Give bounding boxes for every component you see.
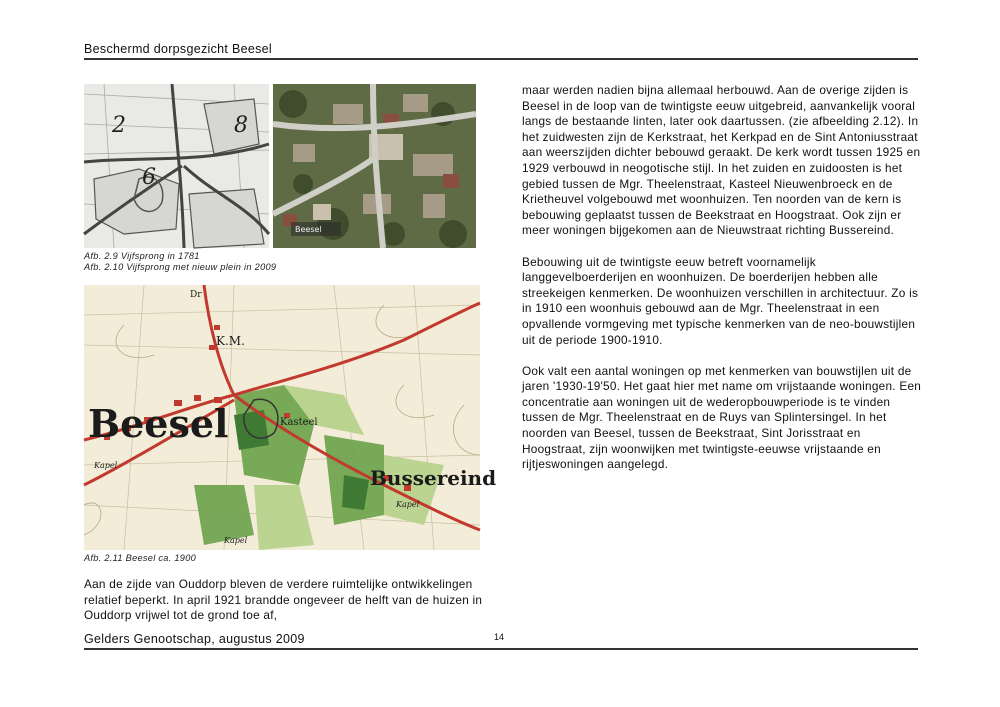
- historic-map-label-8: 8: [234, 113, 248, 138]
- header-rule: [84, 58, 918, 60]
- footer-rule: [84, 648, 918, 650]
- historic-map-label-2: 2: [112, 113, 126, 138]
- caption-fig-2-10: Afb. 2.10 Vijfsprong met nieuw plein in 2009: [84, 262, 277, 272]
- right-paragraph-2: Bebouwing uit de twintigste eeuw betreft voornamelijk langgevelboerderijen en woonhuizen. De boerderijen hebben alle streekeigen kenmerken. De woonhuizen verschillen in architectuur. Zo is in 1910 een woonhuis gebouwd aan de Mgr. Theelenstraat in een opvallende vormgeving met typische kenmerken van de neo-bouwstijlen uit de periode 1900-1910.: [522, 254, 919, 347]
- page-number: 14: [494, 632, 505, 642]
- map-label-dr: Dr: [190, 290, 202, 300]
- right-paragraph-1: maar werden nadien bijna allemaal herbouwd. Aan de overige zijden is Beesel in de loop van de twintigste eeuw uitgebreid, aanvankelijk vooral langs de bestaande linten, later ook daartussen. (zie afbeelding 2.12). In het zuidwesten zijn de Kerkstraat, het Kerkpad en de Sint Antoniusstraat aan weerszijden dichter bebouwd geraakt. De kerk wordt tussen 1925 en 1929 verbouwd in neogotische stijl. In het zuiden en zuidoosten is het gebied tussen de Mgr. Theelenstraat, Kasteel Nieuwenbroeck en de Krietheuvel volgebouwd met woonhuizen. Ten noorden van de kern is bebouwing geplaatst tussen de Beekstraat en Hoogstraat. Ook zijn er meer woningen bijgekomen aan de Nieuwstraat richting Bussereind.: [522, 83, 921, 238]
- aerial-photo-2009-image: [273, 84, 476, 248]
- map-label-beesel: Beesel: [88, 401, 229, 446]
- map-label-kapel-south: Kapel: [224, 536, 248, 545]
- left-column-paragraph: Aan de zijde van Ouddorp bleven de verdere ruimtelijke ontwikkelingen relatief beperkt. In april 1921 brandde ongeveer de helft van de huizen in Ouddorp vrijwel tot de grond toe af,: [84, 577, 483, 623]
- map-label-kapel-west: Kapel: [94, 461, 118, 470]
- footer-text: Gelders Genootschap, augustus 2009: [84, 632, 305, 646]
- right-paragraph-3: Ook valt een aantal woningen op met kenmerken van bouwstijlen uit de jaren '1930-19'50. Het gaat hier met name om vrijstaande woningen. Een concentratie aan woningen uit de wederopbouwperiode is te vinden tussen de Mgr. Theelenstraat en de Ruys van Splintersingel. In het noorden van Beesel, tussen de Beekstraat, Sint Jorisstraat en Hoogstraat, zijn woonwijken met twintigste-eeuwse vrijstaande en rijtjeswoningen aangelegd.: [522, 363, 922, 472]
- caption-fig-2-11: Afb. 2.11 Beesel ca. 1900: [84, 553, 197, 563]
- right-column-text: [522, 83, 922, 473]
- map-label-kapel-east: Kapel: [396, 500, 420, 509]
- map-label-kasteel: Kasteel: [280, 417, 318, 428]
- map-label-bussereind: Bussereind: [370, 466, 497, 490]
- historic-map-1781-image: [84, 84, 269, 248]
- map-label-km: K.M.: [216, 334, 245, 348]
- page-header-title: Beschermd dorpsgezicht Beesel: [84, 42, 272, 56]
- caption-fig-2-9: Afb. 2.9 Vijfsprong in 1781: [84, 251, 200, 261]
- historic-map-label-6: 6: [142, 165, 156, 190]
- aerial-photo-watermark: Beesel: [295, 225, 322, 234]
- village-map-1900-image: [84, 285, 497, 550]
